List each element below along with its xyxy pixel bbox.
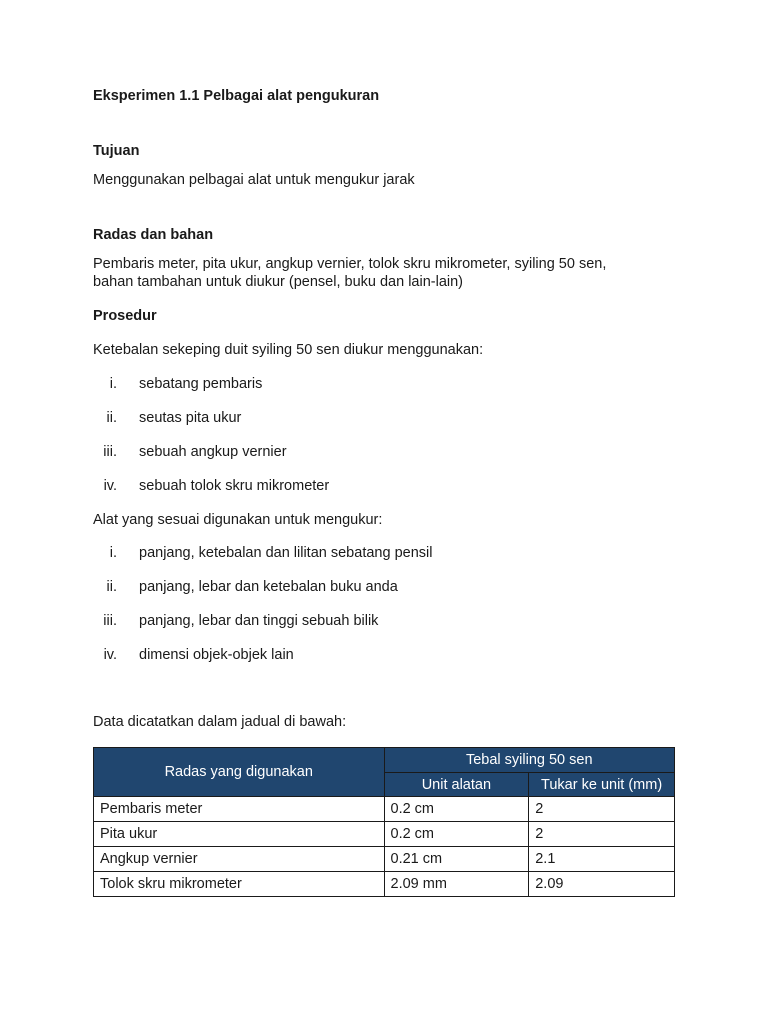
list-item-text: panjang, ketebalan dan lilitan sebatang pensil <box>139 545 433 561</box>
results-table <box>93 747 675 897</box>
list-item-text: sebuah angkup vernier <box>139 444 287 460</box>
cell-mm: 2.09 <box>529 872 675 897</box>
cell-unit: 2.09 mm <box>384 872 529 897</box>
list-item-number: iii. <box>103 444 117 460</box>
list-item-text: sebuah tolok skru mikrometer <box>139 478 330 494</box>
list-item-text: dimensi objek-objek lain <box>139 647 294 663</box>
list-item-number: i. <box>109 545 117 561</box>
cell-radas: Tolok skru mikrometer <box>94 872 385 897</box>
list-item-text: panjang, lebar dan tinggi sebuah bilik <box>139 613 379 629</box>
header-tebal-group: Tebal syiling 50 sen <box>384 748 675 773</box>
header-tukar-mm: Tukar ke unit (mm) <box>529 773 675 797</box>
cell-radas: Angkup vernier <box>94 847 385 872</box>
cell-unit: 0.2 cm <box>384 797 529 822</box>
list-item-number: ii. <box>106 579 117 595</box>
table-row <box>94 822 675 847</box>
list-item-text: panjang, lebar dan ketebalan buku anda <box>139 579 398 595</box>
list-item-number: iii. <box>103 613 117 629</box>
radas-text-line1: Pembaris meter, pita ukur, angkup vernier, tolok skru mikrometer, syiling 50 sen, <box>93 256 607 272</box>
prosedur-intro-2: Alat yang sesuai digunakan untuk mengukur: <box>93 512 383 528</box>
header-radas: Radas yang digunakan <box>94 748 385 797</box>
cell-mm: 2.1 <box>529 847 675 872</box>
tujuan-text: Menggunakan pelbagai alat untuk mengukur jarak <box>93 172 415 188</box>
list-item-number: i. <box>109 376 117 392</box>
list-item-number: iv. <box>103 647 117 663</box>
radas-heading: Radas dan bahan <box>93 227 214 243</box>
list-item-text: seutas pita ukur <box>139 410 242 426</box>
prosedur-heading: Prosedur <box>93 308 157 324</box>
header-unit-alatan: Unit alatan <box>384 773 529 797</box>
cell-mm: 2 <box>529 797 675 822</box>
list-item-number: iv. <box>103 478 117 494</box>
radas-text-line2: bahan tambahan untuk diukur (pensel, buku dan lain-lain) <box>93 274 463 290</box>
cell-unit: 0.2 cm <box>384 822 529 847</box>
cell-mm: 2 <box>529 822 675 847</box>
table-row <box>94 872 675 897</box>
cell-radas: Pita ukur <box>94 822 385 847</box>
data-intro: Data dicatatkan dalam jadual di bawah: <box>93 714 347 730</box>
document-title: Eksperimen 1.1 Pelbagai alat pengukuran <box>93 88 380 104</box>
table-row <box>94 847 675 872</box>
table-row <box>94 797 675 822</box>
tujuan-heading: Tujuan <box>93 143 140 159</box>
prosedur-intro-1: Ketebalan sekeping duit syiling 50 sen diukur menggunakan: <box>93 342 484 358</box>
cell-unit: 0.21 cm <box>384 847 529 872</box>
list-item-text: sebatang pembaris <box>139 376 263 392</box>
cell-radas: Pembaris meter <box>94 797 385 822</box>
list-item-number: ii. <box>106 410 117 426</box>
